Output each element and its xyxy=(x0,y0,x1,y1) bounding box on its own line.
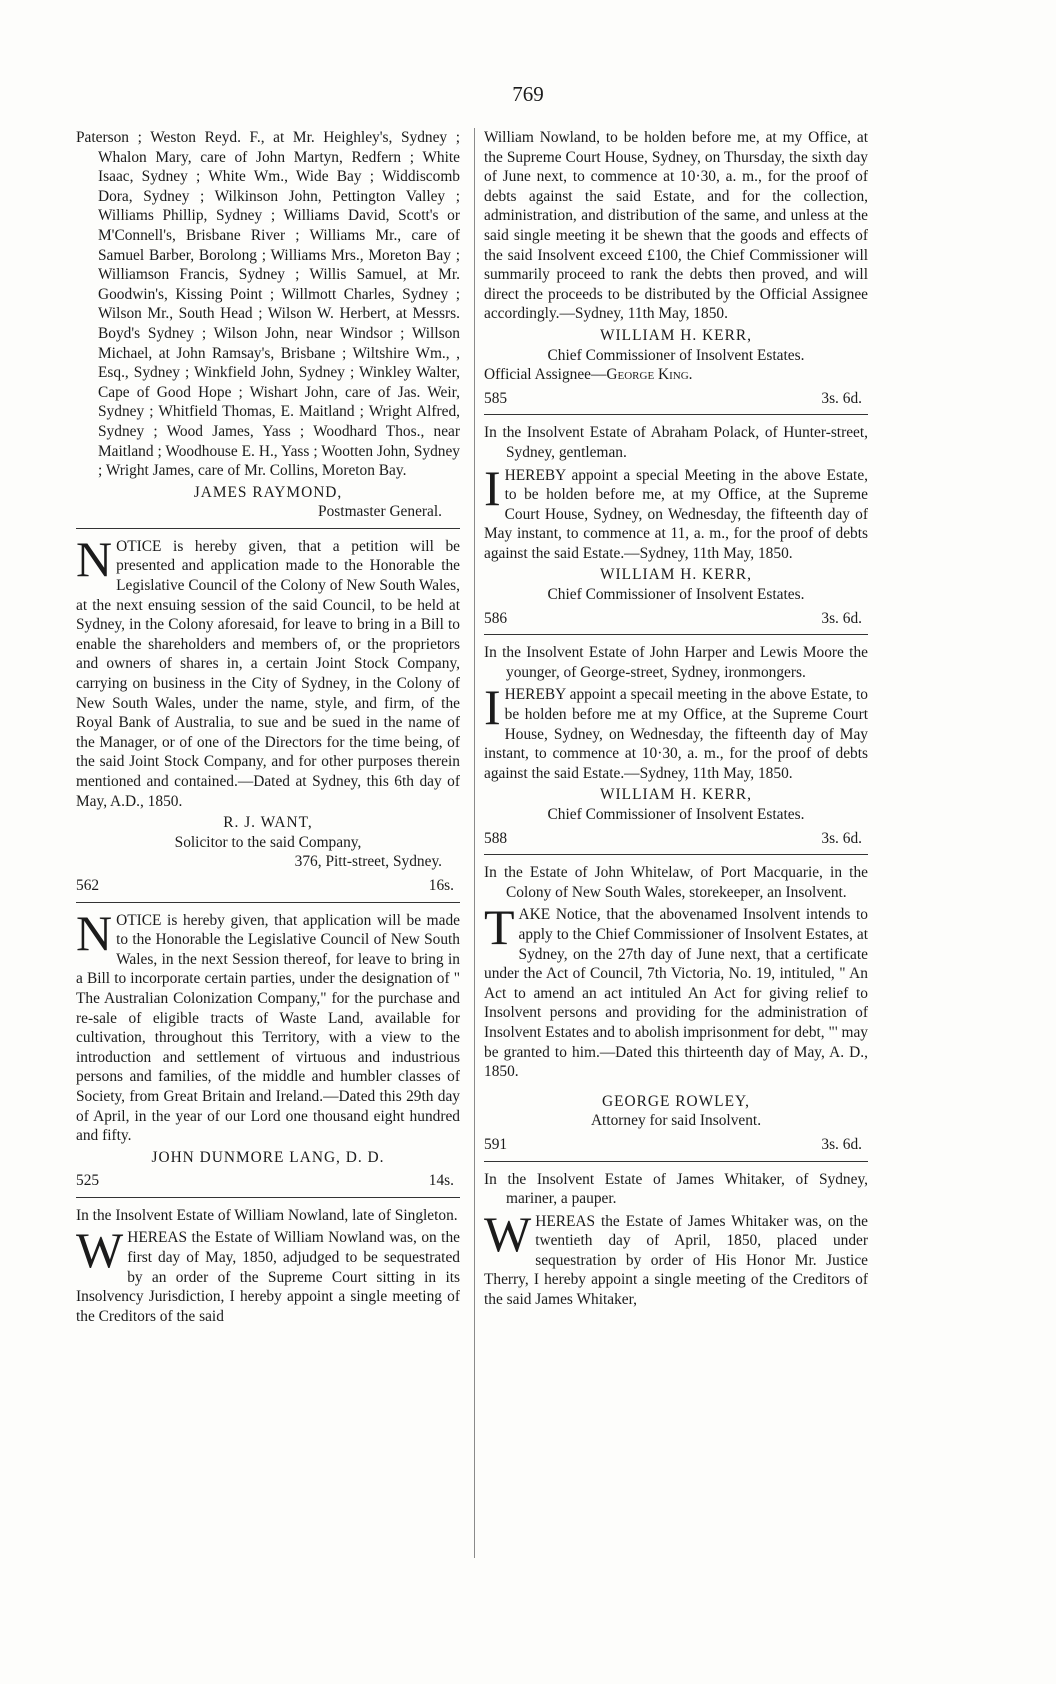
notice-whitelaw xyxy=(484,863,868,1154)
notice-text: HEREAS the Estate of William Nowland was, on the first day of May, 1850, adjudged to be sequestrated by an order of the Supreme Court sitting in its Insolvency Jurisdiction, I hereby appoint a single meeting of the Creditors of the said xyxy=(76,1229,460,1325)
notice-divider xyxy=(484,414,868,415)
list-signature-title: Postmaster General. xyxy=(318,503,442,521)
signature-address: 376, Pitt-street, Sydney. xyxy=(294,853,442,871)
notice-text: AKE Notice, that the abovenamed Insolvent intends to apply to the Chief Commissioner of Insolvent Estates, at Sydney, on the 27th day of June next, that a certificate under the Act of Council, 7th Victoria, No. 19, intituled, " An Act to amend an act intituled An Act for giving relief to Insolvent persons and providing for the administration of Insolvent Estates and to abolish imprisonment for debt, "' may be granted to him.—Dated this thirteenth day of May, A. D., 1850. xyxy=(484,906,868,1081)
signature-name: GEORGE ROWLEY, xyxy=(602,1092,750,1110)
dropcap: I xyxy=(484,679,501,736)
left-column xyxy=(76,128,460,1326)
notice-price: 3s. 6d. xyxy=(821,829,862,847)
notice-caption: In the Insolvent Estate of William Nowland, late of Singleton. xyxy=(76,1206,458,1224)
notice-nowland xyxy=(76,1206,460,1327)
notice-text: William Nowland, to be holden before me, at my Office, at the Supreme Court House, Sydney, on Thursday, the sixth day of June next, to commence at 10·30, a. m., for the proof of debts against the said Estate, and for the collection, administration, and distribution of the same, and unless at the said single meeting it be shewn that the goods and effects of the said Insolvent exceed £100, the Chief Commissioner will summarily proceed to rank the debts then proved, and will direct the proceeds to be distributed by the Official Assignee accordingly.—Sydney, 11th May, 1850. xyxy=(484,129,868,323)
notice-divider xyxy=(484,854,868,855)
column-divider xyxy=(474,128,475,1558)
notice-price: 14s. xyxy=(428,1172,454,1190)
notice-royal-bank xyxy=(76,530,460,896)
notice-number: 585 xyxy=(484,389,508,407)
dropcap: N xyxy=(76,904,113,961)
assignee-name: George King. xyxy=(606,366,693,384)
notice-caption: In the Estate of John Whitelaw, of Port Macquarie, in the Colony of New South Wales, storekeeper, an Insolvent. xyxy=(484,864,868,901)
letter-list-continuation: Paterson ; Weston Reyd. F., at Mr. Heighley's, Sydney ; Whalon Mary, care of John Martyn, Redfern ; White Isaac, Sydney ; White Wm., Wide Bay ; Widdiscomb Dora, Sydney ; Wilkinson John, Pettington Valley ; Williams Phillip, Sydney ; Williams David, Scott's or M'Connell's, Brisbane River ; Williams Mr., care of Samuel Barber, Borolong ; Williams Mrs., Moreton Bay ; Williamson Francis, Sydney ; Willis Samuel, at Mr. Goodwin's, Kissing Point ; Willmott Charles, Sydney ; Wilson Mr., South Head ; Wilson W. Herbert, at Messrs. Boyd's Sydney ; Wilson John, near Windsor ; Willson Michael, at John Ramsay's, Brisbane ; Wiltshire Wm., , Esq., Sydney ; Winkfield John, Sydney ; Winkley Walter, Cape of Good Hope ; Wishart John, care of Jas. Weir, Sydney ; Whitfield Thomas, E. Maitland ; Wright Alfred, Sydney ; Wood James, Yass ; Woodhard Thos., near Maitland ; Woodhouse E. H., Yass ; Wootten John, Sydney ; Wright James, care of Mr. Collins, Moreton Bay. xyxy=(76,129,460,480)
page-number: 769 xyxy=(512,82,544,106)
list-signature-name: JAMES RAYMOND, xyxy=(193,483,343,501)
signature-title: Attorney for said Insolvent. xyxy=(590,1112,762,1130)
notice-whitaker xyxy=(484,1170,868,1310)
notice-text: OTICE is hereby given, that application will be made to the Honorable the Legislative Council of New South Wales, in the next Session thereof, for leave to bring in a Bill to incorporate certain parties, under the designation of " The Australian Colonization Company," for the purchase and re-sale of eligible tracts of Waste Land, available for cultivation, throughout this Territory, with a view to the introduction and settlement of virtuous and industrious persons and families, of the middle and humbler classes of Society, from Great Britain and Ireland.—Dated this 29th day of April, in the year of our Lord one thousand eight hundred and fifty. xyxy=(76,911,460,1145)
notice-number: 591 xyxy=(484,1135,508,1153)
notice-text: HEREAS the Estate of James Whitaker was, on the twentieth day of April, 1850, placed under sequestration by order of His Honor Mr. Justice Therry, I hereby appoint a single meeting of the Creditors of the said James Whitaker, xyxy=(484,1212,868,1309)
notice-divider xyxy=(484,634,868,635)
notice-nowland-continued xyxy=(484,128,868,408)
dropcap: T xyxy=(484,899,515,956)
notice-number: 588 xyxy=(484,829,508,847)
notice-text: HEREBY appoint a specail meeting in the above Estate, to be holden before me at my Office, at the Supreme Court House, Sydney, on Wednesday, the fifteenth day of May instant, to commence at 10·30, a. m., for the proof of debts against the said Estate.—Sydney, 11th May, 1850. xyxy=(484,686,868,782)
notice-divider xyxy=(76,1197,460,1198)
signature-name: WILLIAM H. KERR, xyxy=(600,566,752,584)
signature-title: Chief Commissioner of Insolvent Estates. xyxy=(547,806,805,823)
notice-polack xyxy=(484,423,868,628)
right-column xyxy=(484,128,868,1310)
notice-number: 586 xyxy=(484,609,508,627)
signature-name: JOHN DUNMORE LANG, D. D. xyxy=(151,1148,385,1166)
signature-name: WILLIAM H. KERR, xyxy=(600,786,752,804)
signature-title: Chief Commissioner of Insolvent Estates. xyxy=(547,346,805,364)
dropcap: I xyxy=(484,459,501,516)
notice-text: HEREBY appoint a special Meeting in the above Estate, to be holden before me, at my Office, at the Supreme Court House, Sydney, on Wednesday, the fifteenth day of May instant, to commence at 11, a. m., for the proof of debts against the said Estate.—Sydney, 11th May, 1850. xyxy=(484,466,868,562)
notice-price: 3s. 6d. xyxy=(821,389,862,407)
signature-name: R. J. WANT, xyxy=(223,814,313,832)
notice-caption: In the Insolvent Estate of Abraham Polack, of Hunter-street, Sydney, gentleman. xyxy=(484,424,868,461)
signature-name: WILLIAM H. KERR, xyxy=(600,326,752,344)
notice-divider xyxy=(484,1161,868,1162)
notice-divider xyxy=(76,902,460,903)
signature-title: Chief Commissioner of Insolvent Estates. xyxy=(547,586,805,604)
notice-price: 3s. 6d. xyxy=(821,609,862,627)
notice-divider xyxy=(76,528,460,529)
dropcap: N xyxy=(76,530,113,587)
notice-number: 525 xyxy=(76,1172,100,1190)
dropcap: W xyxy=(76,1222,124,1279)
dropcap: W xyxy=(484,1205,532,1262)
notice-harper-moore xyxy=(484,643,868,848)
notice-price: 3s. 6d. xyxy=(821,1135,862,1153)
notice-caption: In the Insolvent Estate of James Whitaker, of Sydney, mariner, a pauper. xyxy=(484,1170,868,1208)
notice-price: 16s. xyxy=(428,876,454,894)
notice-number: 562 xyxy=(76,876,100,894)
assignee-label: Official Assignee— xyxy=(484,366,607,384)
notice-colonization-company xyxy=(76,904,460,1191)
signature-line: Solicitor to the said Company, xyxy=(174,833,362,851)
notice-caption: In the Insolvent Estate of John Harper and Lewis Moore the younger, of George-street, Sydney, ironmongers. xyxy=(484,644,868,681)
notice-text: OTICE is hereby given, that a petition will be presented and application made to the Honorable the Legislative Council of the Colony of New South Wales, at the next ensuing session of the said Council, to be held at Sydney, in the Colony aforesaid, for leave to bring in a Bill to enable the shareholders and members of, or the proprietors and owners of shares in, a certain Joint Stock Company, carrying on business in the City of Sydney, in the Colony of New South Wales, under the name, style, and firm, of the Royal Bank of Australia, to sue and be sued in the name of the Manager, or of one of the Directors for the time being, of the said Joint Stock Company, and for other purposes therein mentioned and contained.—Dated at Sydney, this 6th day of May, A.D., 1850. xyxy=(76,537,460,810)
